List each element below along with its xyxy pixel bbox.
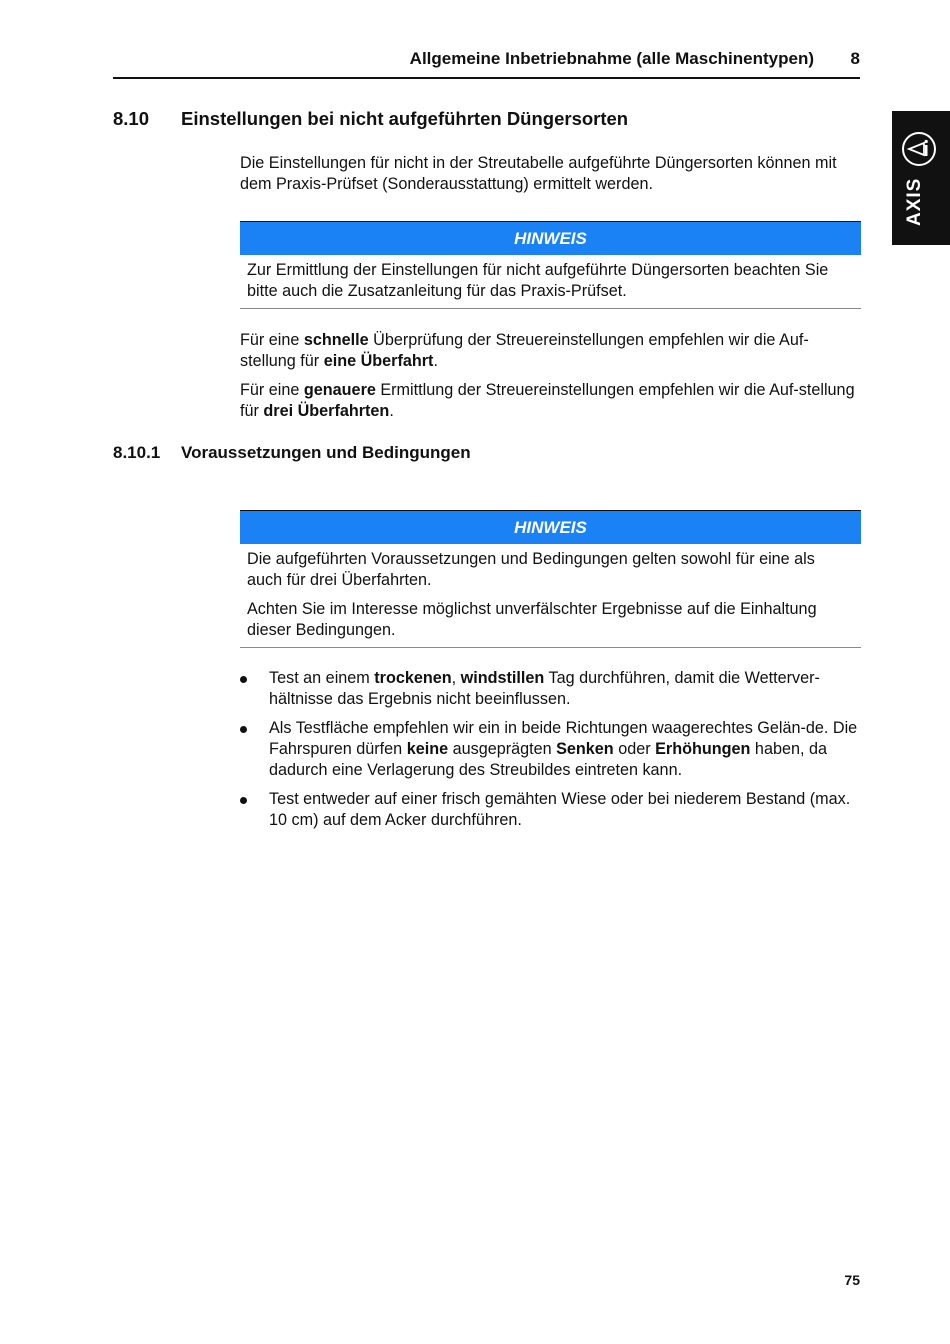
text-run: Test an einem [269,669,375,687]
section-number: 8.10 [113,108,150,129]
note-box [240,510,861,648]
text-run: Tag durchführen, damit die Wetterver-hältnisse das Ergebnis nicht beeinflussen. [269,669,820,708]
section-title: Einstellungen bei nicht aufgeführten Düngersorten [181,108,629,129]
emphasis-text: windstillen [460,669,545,687]
text-run: . [433,352,438,370]
list-item [240,718,861,781]
emphasis-text: Erhöhungen [655,740,751,758]
emphasis-text: schnelle [303,331,369,349]
note-text: Die aufgeführten Voraussetzungen und Bedingungen gelten sowohl für eine als auch für drei Überfahrten. [247,550,815,589]
note-text: Achten Sie im Interesse möglichst unverfälschter Ergebnisse auf die Einhaltung dieser Bedingungen. [247,600,817,639]
emphasis-text: Senken [556,740,614,758]
subsection-heading [113,443,471,463]
note-body [240,255,861,308]
emphasis-text: genauere [303,381,376,399]
text-run: Test entweder auf einer frisch gemähten Wiese oder bei niederem Bestand (max. 10 cm) auf dem Acker durchführen. [269,790,851,829]
info-warning-icon [901,131,937,167]
page-header [113,49,860,79]
bullet-icon [240,676,247,683]
text-run: haben, da dadurch eine Verlagerung des Streubildes eintreten kann. [269,740,827,779]
note-label: HINWEIS [240,510,861,544]
header-chapter-number: 8 [850,49,860,68]
list-item [240,668,861,710]
text-run: Für eine [240,381,304,399]
emphasis-text: trockenen [374,669,452,687]
emphasis-text: keine [406,740,449,758]
note-label: HINWEIS [240,221,861,255]
conditions-list [240,668,861,839]
header-title: Allgemeine Inbetriebnahme (alle Maschinentypen) [409,49,814,68]
text-run: , [451,669,461,687]
side-tab [892,111,950,245]
subsection-number: 8.10.1 [113,443,161,462]
text-run: Als Testfläche empfehlen wir ein in beide Richtungen waagerechtes Gelän-de. Die Fahrspuren dürfen [269,719,858,758]
text-run: oder [613,740,656,758]
list-item [240,789,861,831]
text-run: ausgeprägten [448,740,557,758]
paragraph-quick-check [240,330,860,372]
paragraph-exact-check [240,380,860,422]
subsection-title: Voraussetzungen und Bedingungen [181,443,471,462]
note-box [240,221,861,309]
text-run: . [389,402,394,420]
page-number: 75 [844,1272,860,1288]
bullet-icon [240,726,247,733]
emphasis-text: eine Überfahrt [323,352,434,370]
text-run: Überprüfung der Streuereinstellungen empfehlen wir die Auf-stellung für [240,331,809,370]
side-tab-label: AXIS [904,177,925,226]
text-run: Ermittlung der Streuereinstellungen empfehlen wir die Auf-stellung für [240,381,855,420]
bullet-icon [240,797,247,804]
text-run: Für eine [240,331,304,349]
emphasis-text: drei Überfahrten [263,402,390,420]
note-body [240,544,861,647]
section-heading [113,108,628,130]
section-intro: Die Einstellungen für nicht in der Streutabelle aufgeführte Düngersorten können mit dem Praxis-Prüfset (Sonderausstattung) ermittelt werden. [240,154,837,193]
note-text: Zur Ermittlung der Einstellungen für nicht aufgeführte Düngersorten beachten Sie bitte auch die Zusatzanleitung für das Praxis-Prüfset. [247,261,829,300]
